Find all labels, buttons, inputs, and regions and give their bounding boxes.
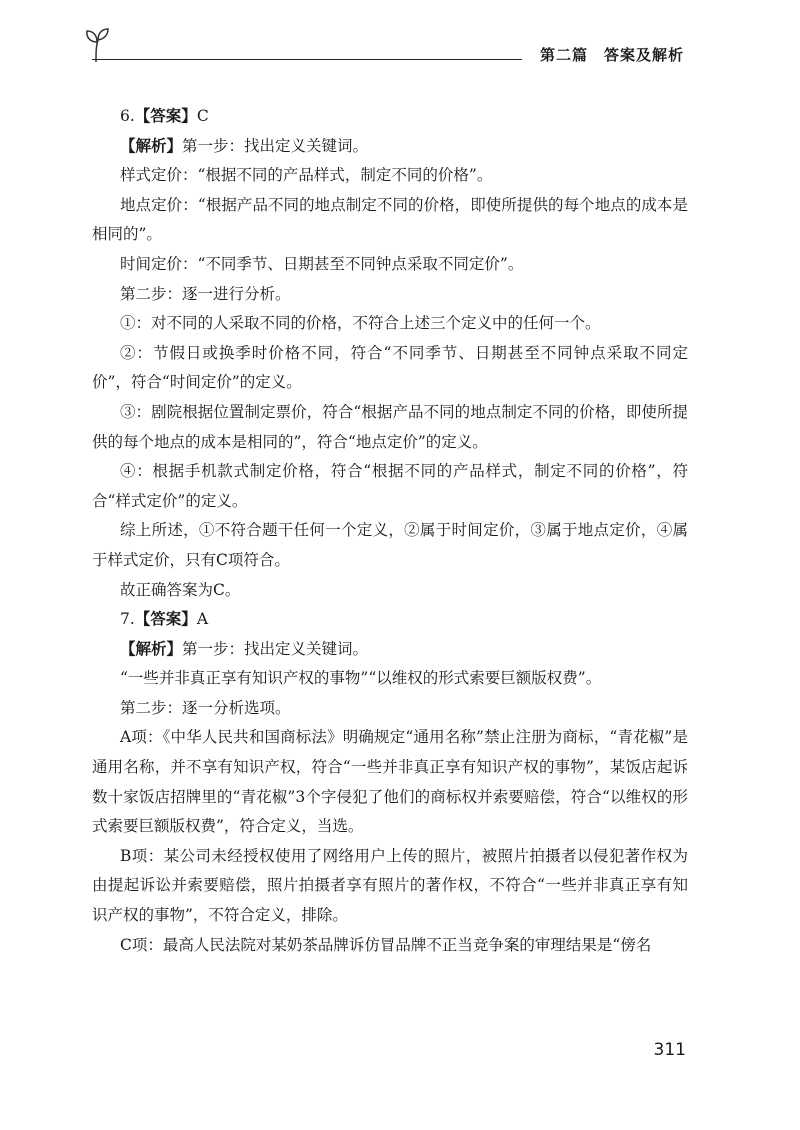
q6-item2: ②：节假日或换季时价格不同，符合“不同季节、日期甚至不同钟点采取不同定价”，符合“时间定价”的定义。 bbox=[92, 343, 688, 392]
q7-answer-line bbox=[92, 605, 688, 635]
q6-item3: ③：剧院根据位置制定票价，符合“根据产品不同的地点制定不同的价格，即使所提供的每个地点的成本是相同的”，符合“地点定价”的定义。 bbox=[92, 402, 688, 451]
page-number: 311 bbox=[653, 1040, 686, 1060]
q6-conclusion: 故正确答案为C。 bbox=[120, 580, 241, 599]
q6-analysis-tag: 【解析】 bbox=[120, 136, 183, 155]
q7-step2: 第二步：逐一分析选项。 bbox=[120, 698, 291, 717]
q6-summary: 综上所述，①不符合题干任何一个定义，②属于时间定价，③属于地点定价，④属于样式定价，只有C项符合。 bbox=[92, 521, 688, 569]
q7-option-c: C项：最高人民法院对某奶茶品牌诉仿冒品牌不正当竞争案的审理结果是“傍名 bbox=[120, 935, 652, 954]
sprout-icon bbox=[84, 24, 120, 64]
page-body bbox=[92, 102, 688, 960]
q6-answer-tag: 【答案】 bbox=[134, 107, 197, 125]
q7-step1: 第一步：找出定义关键词。 bbox=[182, 639, 369, 658]
q6-def3: 时间定价：“不同季节、日期甚至不同钟点采取不同定价”。 bbox=[120, 254, 524, 273]
header-section: 答案及解析 bbox=[604, 46, 685, 64]
page-header bbox=[0, 0, 800, 80]
q7-analysis-tag: 【解析】 bbox=[120, 639, 183, 658]
header-rule bbox=[92, 59, 522, 60]
q7-answer-tag: 【答案】 bbox=[134, 610, 197, 629]
q6-answer: C bbox=[196, 107, 209, 125]
q7-option-b: B项：某公司未经授权使用了网络用户上传的照片，被照片拍摄者以侵犯著作权为由提起诉讼并索要赔偿，照片拍摄者享有照片的著作权，不符合“一些并非真正享有知识产权的事物”，不符合定义，排除。 bbox=[92, 846, 688, 925]
q7-answer: A bbox=[196, 610, 209, 629]
q6-item1: ①：对不同的人采取不同的价格，不符合上述三个定义中的任何一个。 bbox=[120, 314, 601, 333]
q7-number: 7. bbox=[120, 610, 135, 629]
q6-number: 6. bbox=[120, 107, 135, 125]
q6-def2: 地点定价：“根据产品不同的地点制定不同的价格，即使所提供的每个地点的成本是相同的”。 bbox=[92, 195, 688, 244]
q7-analysis-line bbox=[92, 635, 688, 665]
q6-analysis-line bbox=[92, 132, 688, 162]
header-part: 第二篇 bbox=[540, 46, 589, 64]
header-title bbox=[540, 44, 684, 65]
q6-step1: 第一步：找出定义关键词。 bbox=[182, 136, 369, 155]
q7-keywords: “一些并非真正享有知识产权的事物”“以维权的形式索要巨额版权费”。 bbox=[120, 669, 602, 688]
q7-option-a: A项：《中华人民共和国商标法》明确规定“通用名称”禁止注册为商标，“青花椒”是通用名称，并不享有知识产权，符合“一些并非真正享有知识产权的事物”，某饭店起诉数十家饭店招牌里的“青花椒”3个字侵犯了他们的商标权并索要赔偿，符合“以维权的形式索要巨额版权费”，符合定义，当选。 bbox=[92, 728, 688, 836]
q6-step2: 第二步：逐一进行分析。 bbox=[120, 284, 291, 303]
q6-item4: ④：根据手机款式制定价格，符合“根据不同的产品样式，制定不同的价格”，符合“样式定价”的定义。 bbox=[92, 462, 688, 510]
q6-answer-line bbox=[92, 102, 688, 132]
q6-def1: 样式定价：“根据不同的产品样式，制定不同的价格”。 bbox=[120, 166, 493, 185]
